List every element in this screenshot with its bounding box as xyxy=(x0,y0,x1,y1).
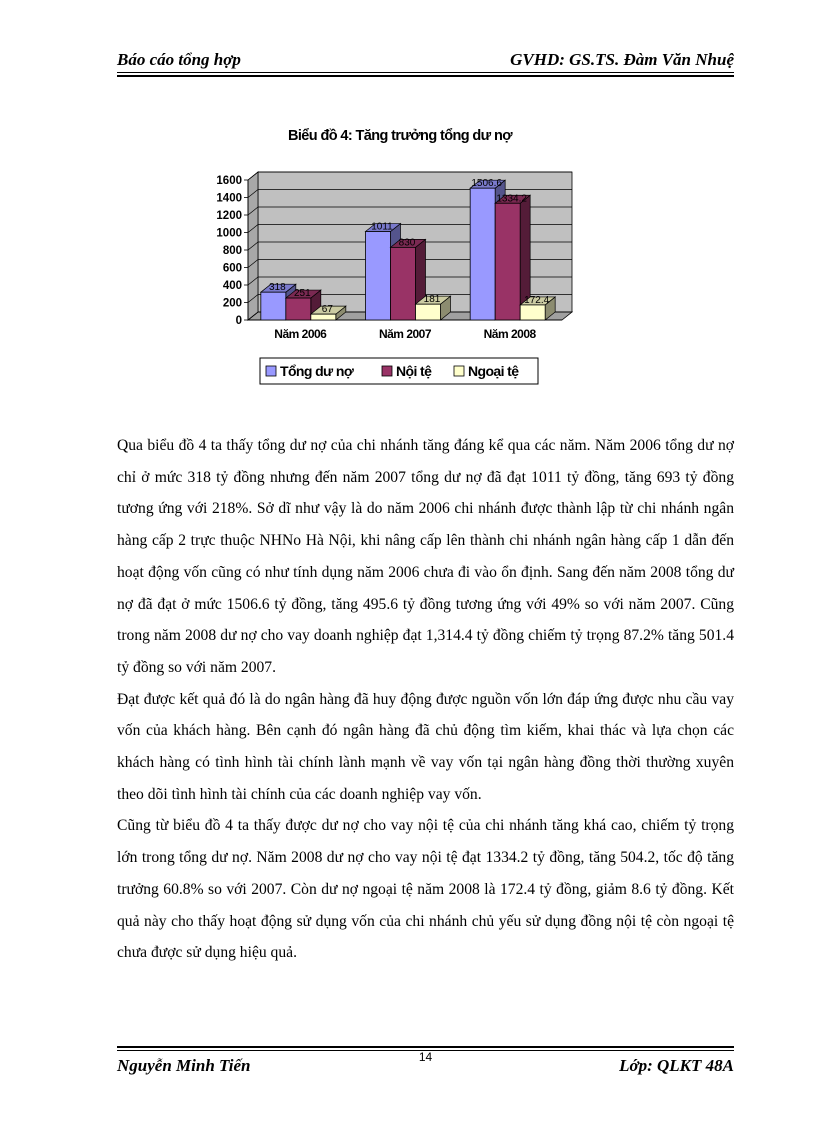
data-label: 1011 xyxy=(371,221,393,233)
bar xyxy=(416,304,441,320)
paragraph: Qua biểu đồ 4 ta thấy tổng dư nợ của chi nhánh tăng đáng kể qua các năm. Năm 2006 tổng dư nợ chỉ ở mức 318 tỷ đồng nhưng đến năm 2007 tổng dư nợ đã đạt 1011 tỷ đồng, tăng 693 tỷ đồng tương ứng với 218%. Sở dĩ như vậy là do năm 2006 chi nhánh được thành lập từ chi nhánh ngân hàng cấp 2 trực thuộc NHNo Hà Nội, khi nâng cấp lên thành chi nhánh ngân hàng cấp 1 dẫn đến hoạt động vốn cũng có như tính dụng năm 2006 chưa đi vào ổn định. Sang đến năm 2008 tổng dư nợ đã đạt ở mức 1506.6 tỷ đồng, tăng 495.6 tỷ đồng tương ứng với 49% so với năm 2007. Cũng trong năm 2008 dư nợ cho vay doanh nghiệp đạt 1,314.4 tỷ đồng chiếm tỷ trọng 87.2% tăng 501.4 tỷ đồng so với năm 2007. xyxy=(117,437,734,676)
y-tick-label: 1400 xyxy=(216,192,242,205)
y-tick-label: 0 xyxy=(235,315,242,327)
data-label: 67 xyxy=(321,304,333,316)
legend-swatch xyxy=(266,366,276,376)
bar xyxy=(366,232,391,320)
header-supervisor: GVHD: GS.TS. Đàm Văn Nhuệ xyxy=(510,50,734,69)
bar xyxy=(520,305,545,320)
paragraph: Đạt được kết quả đó là do ngân hàng đã huy động được nguồn vốn lớn đáp ứng được nhu cầu vay vốn của khách hàng. Bên cạnh đó ngân hàng đã chủ động tìm kiếm, khai thác và lựa chọn các khách hàng có tình hình tài chính lành mạnh về vay vốn tại ngân hàng đồng thời thường xuyên theo dõi tình hình tài chính của các doanh nghiệp vay vốn. xyxy=(117,690,734,803)
legend-swatch xyxy=(454,366,464,376)
header-report-title: Báo cáo tổng hợp xyxy=(117,50,241,69)
footer-class: Lớp: QLKT 48A xyxy=(619,1056,734,1075)
bar xyxy=(470,188,495,320)
footer-rule-thick xyxy=(117,1046,734,1048)
bar xyxy=(261,292,286,320)
legend-swatch xyxy=(382,366,392,376)
data-label: 1334.2 xyxy=(496,193,527,205)
y-tick-label: 400 xyxy=(222,280,242,292)
page-footer xyxy=(117,1050,734,1080)
data-label: 181 xyxy=(423,294,441,306)
header-rule xyxy=(117,72,734,73)
x-tick-label: Năm 2006 xyxy=(274,327,327,341)
header-rule-thick xyxy=(117,75,734,77)
y-tick-label: 1600 xyxy=(216,175,242,187)
page-header xyxy=(117,48,734,74)
page-number: 14 xyxy=(418,1050,433,1064)
bar xyxy=(495,203,520,320)
legend-label: Nội tệ xyxy=(396,363,432,379)
y-tick-label: 800 xyxy=(222,245,242,257)
chart-title: Biểu đồ 4: Tăng trưởng tổng dư nợ xyxy=(288,128,512,144)
x-tick-label: Năm 2007 xyxy=(378,327,432,341)
data-label: 172.4 xyxy=(524,294,550,306)
legend-label: Ngoại tệ xyxy=(468,363,519,379)
x-tick-label: Năm 2008 xyxy=(483,327,536,341)
bar-chart xyxy=(200,160,600,390)
paragraph: Cũng từ biểu đồ 4 ta thấy được dư nợ cho vay nội tệ của chi nhánh tăng khá cao, chiếm tỷ trọng lớn trong tổng dư nợ. Năm 2008 dư nợ cho vay nội tệ đạt 1334.2 tỷ đồng, tăng 504.2, tốc độ tăng trưởng 60.8% so với 2007. Còn dư nợ ngoại tệ năm 2008 là 172.4 tỷ đồng, giảm 8.6 tỷ đồng. Kết quả này cho thấy hoạt động sử dụng vốn của chi nhánh chủ yếu sử dụng đồng nội tệ còn ngoại tệ chưa được sử dụng hiệu quả. xyxy=(117,817,734,962)
data-label: 318 xyxy=(268,282,286,294)
y-tick-label: 600 xyxy=(222,262,242,275)
bar xyxy=(286,298,311,320)
y-tick-label: 200 xyxy=(222,297,242,310)
y-tick-label: 1000 xyxy=(216,227,242,240)
data-label: 830 xyxy=(398,237,416,249)
legend-label: Tổng dư nợ xyxy=(280,363,354,379)
data-label: 251 xyxy=(293,288,311,300)
bar xyxy=(391,247,416,320)
body-text xyxy=(117,430,734,969)
y-tick-label: 1200 xyxy=(216,210,242,222)
data-label: 1506.6 xyxy=(471,178,502,190)
footer-author: Nguyễn Minh Tiến xyxy=(117,1056,251,1075)
